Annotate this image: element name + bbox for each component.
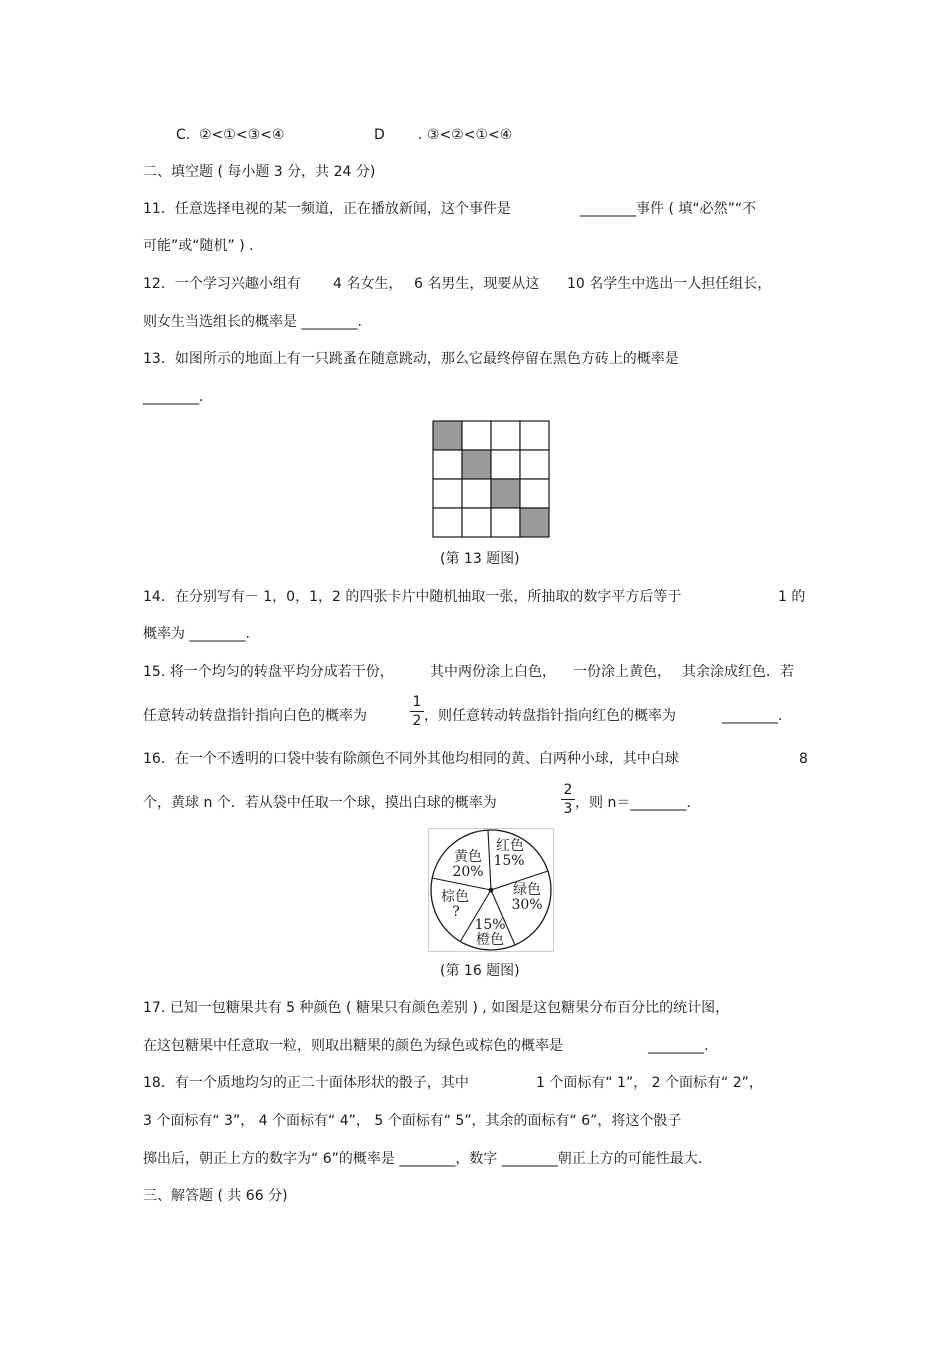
q16-line2a: 个，黄球 n 个．若从袋中任取一个球，摸出白球的概率为	[143, 795, 497, 811]
q18-line3: 掷出后，朝正上方的数字为“ 6”的概率是 ________，数字 ________朝正上方的可能性最大.	[143, 1151, 703, 1167]
pie-label-red-pct: 15%	[493, 853, 525, 869]
option-d-label: D	[374, 127, 385, 143]
q15-part1: 15. 将一个均匀的转盘平均分成若干份，	[143, 664, 394, 680]
q13-line2: ________．	[143, 389, 213, 405]
pie-label-brown-pct: ?	[452, 904, 460, 920]
q18-line1b: 1 个面标有“ 1”， 2 个面标有“ 2”，	[536, 1075, 763, 1091]
q18-line1a: 18．有一个质地均匀的正二十面体形状的骰子，其中	[143, 1075, 469, 1091]
option-c-text: ②<①<③<④	[199, 127, 285, 143]
pie-label-yellow-name: 黄色	[454, 849, 482, 865]
q18-line2: 3 个面标有“ 3”， 4 个面标有“ 4”， 5 个面标有“ 5”，其余的面标有“ 6”，将这个骰子	[143, 1113, 682, 1129]
q16-line1: 16．在一个不透明的口袋中装有除颜色不同外其他均相同的黄、白两种小球，其中白球	[143, 751, 679, 767]
pie-label-brown-name: 棕色	[441, 889, 469, 905]
section-heading-fill-in: 二、填空题 ( 每小题 3 分，共 24 分)	[143, 164, 376, 180]
q12-line2: 则女生当选组长的概率是 ________.	[143, 314, 362, 330]
pie-label-orange-name: 橙色	[476, 932, 504, 948]
q15-part3: 一份涂上黄色，	[573, 664, 671, 680]
q11-line2: 可能”或“随机” ) .	[143, 238, 254, 254]
q16-fraction-numerator: 2	[563, 782, 573, 798]
q11-blank: ________事件 ( 填“必然”“不	[580, 201, 757, 217]
q15-fraction	[410, 694, 424, 729]
q16-line2b: ，则 n＝________.	[575, 795, 691, 811]
tile-black-4	[520, 508, 549, 537]
q17-line1: 17. 已知一包糖果共有 5 种颜色 ( 糖果只有颜色差别 ) , 如图是这包糖果分布百分比的统计图，	[143, 1000, 730, 1016]
option-c-label: C.	[176, 127, 191, 143]
q17-blank: ________.	[648, 1038, 709, 1054]
tile-grid-figure	[432, 420, 552, 540]
q12-part2: 4 名女生，	[333, 276, 403, 292]
q12-part4: 10 名学生中选出一人担任组长，	[567, 276, 772, 292]
q14-line2: 概率为 ________.	[143, 626, 250, 642]
candy-pie-figure	[428, 828, 554, 952]
q15-blank: ________.	[722, 708, 783, 724]
option-d-text: . ③<②<①<④	[418, 127, 513, 143]
tile-black-1	[433, 421, 462, 450]
pie-label-green-name: 绿色	[513, 882, 541, 898]
q16-fraction	[561, 782, 575, 817]
q15-fraction-numerator: 1	[412, 694, 422, 710]
section-heading-solutions: 三、解答题 ( 共 66 分)	[143, 1188, 288, 1204]
q14-line1-end: 1 的	[778, 589, 806, 605]
tile-black-3	[491, 479, 520, 508]
q11-line1: 11．任意选择电视的某一频道，正在播放新闻，这个事件是	[143, 201, 511, 217]
q15-line2b: ，则任意转动转盘指针指向红色的概率为	[424, 708, 676, 724]
q14-line1: 14．在分别写有－ 1，0，1，2 的四张卡片中随机抽取一张，所抽取的数字平方后等于	[143, 589, 682, 605]
q15-line2a: 任意转动转盘指针指向白色的概率为	[143, 708, 367, 724]
q17-line2: 在这包糖果中任意取一粒，则取出糖果的颜色为绿色或棕色的概率是	[143, 1038, 563, 1054]
pie-label-red-name: 红色	[496, 838, 524, 854]
pie-label-yellow-pct: 20%	[452, 864, 484, 880]
q15-fraction-denominator: 2	[412, 713, 422, 729]
q16-caption: (第 16 题图)	[440, 963, 520, 979]
q12-part1: 12．一个学习兴趣小组有	[143, 276, 301, 292]
q15-part2: 其中两份涂上白色，	[430, 664, 556, 680]
pie-label-orange-pct: 15%	[474, 917, 506, 933]
tile-black-2	[462, 450, 491, 479]
q12-part3: 6 名男生，现要从这	[414, 276, 540, 292]
q16-fraction-denominator: 3	[563, 801, 573, 817]
q16-line1-end: 8	[799, 751, 808, 767]
pie-label-green-pct: 30%	[511, 897, 543, 913]
q15-part4: 其余涂成红色．若	[682, 664, 794, 680]
q13-caption: (第 13 题图)	[440, 551, 520, 567]
q13-line1: 13．如图所示的地面上有一只跳蚤在随意跳动，那么它最终停留在黑色方砖上的概率是	[143, 351, 679, 367]
